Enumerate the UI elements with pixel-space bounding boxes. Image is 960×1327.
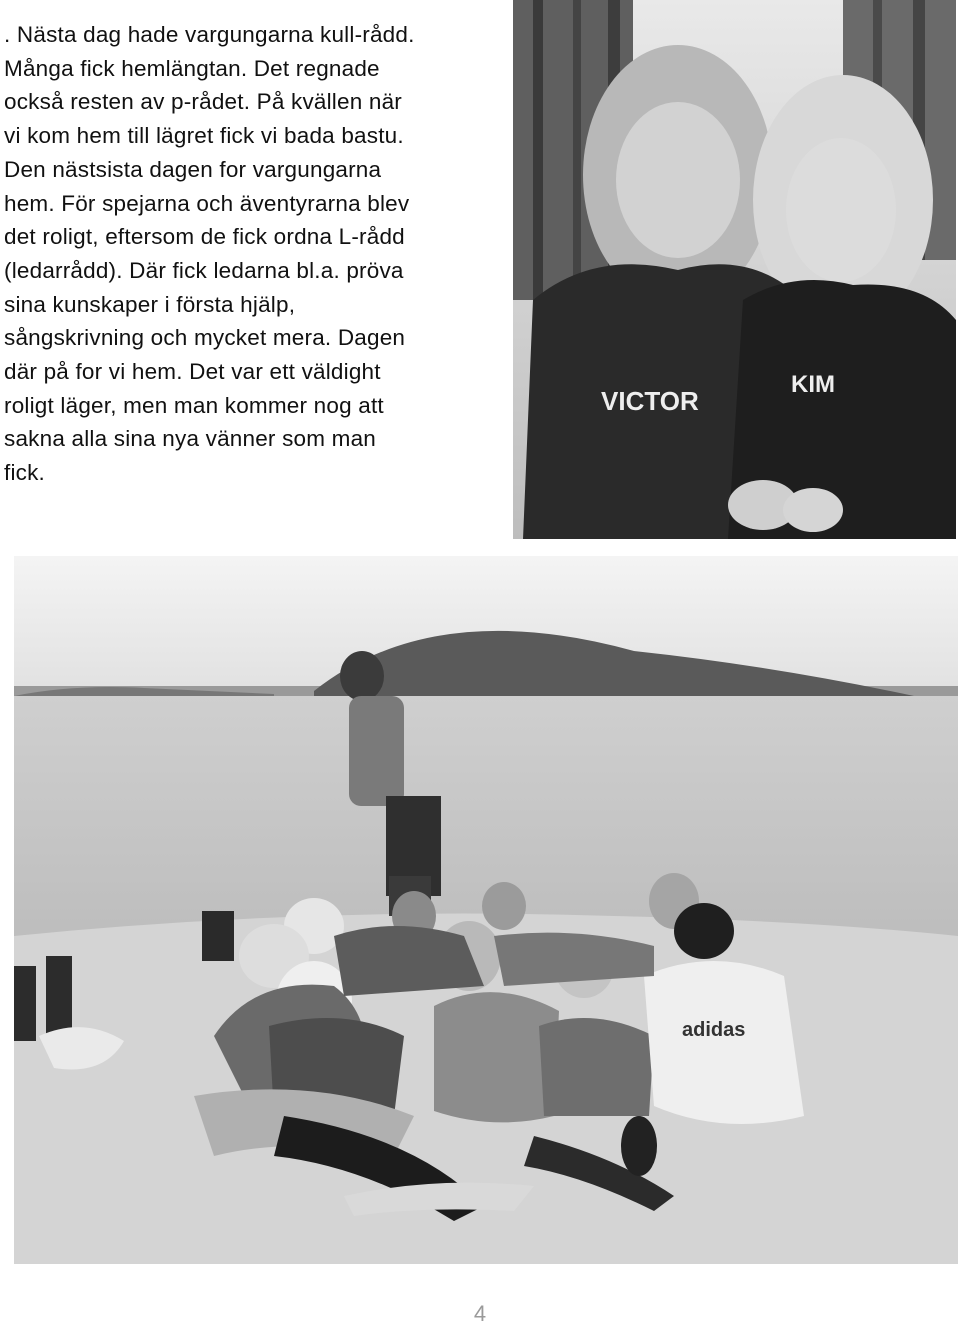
photo-kids-on-shore xyxy=(14,556,958,1264)
photo-two-girls xyxy=(513,0,956,539)
sweatshirt-text: adidas xyxy=(682,1019,746,1041)
text-line: Den nästsista dagen for vargungarna xyxy=(4,156,382,182)
text-line: också resten av p-rådet. På kvällen när xyxy=(4,89,403,115)
text-line: hem. För spejarna och äventyrarna blev xyxy=(4,190,410,216)
photo-kids-on-shore-illustration xyxy=(14,556,958,1264)
text-line: sångskrivning och mycket mera. Dagen xyxy=(4,325,406,351)
text-line: Många fick hemlängtan. Det regnade xyxy=(4,55,380,81)
text-line: där på for vi hem. Det var ett väldight xyxy=(4,359,381,385)
text-line: fick. xyxy=(4,460,46,486)
text-line: det roligt, eftersom de fick ordna L-rådd xyxy=(4,224,405,250)
text-line: sina kunskaper i första hjälp, xyxy=(4,291,296,317)
text-line: vi kom hem till lägret fick vi bada bastu. xyxy=(4,123,404,149)
text-line: roligt läger, men man kommer nog att xyxy=(4,392,384,418)
article-text xyxy=(4,18,494,490)
text-line: . Nästa dag hade vargungarna kull-rådd. xyxy=(4,22,415,47)
text-line: (ledarrådd). Där fick ledarna bl.a. pröva xyxy=(4,257,404,283)
page-number: 4 xyxy=(473,1301,487,1326)
photo-two-girls-illustration xyxy=(513,0,956,539)
shirt-text-victor: VICTOR xyxy=(601,386,699,416)
text-line: sakna alla sina nya vänner som man xyxy=(4,426,376,452)
shirt-text-kim: KIM xyxy=(791,371,835,398)
